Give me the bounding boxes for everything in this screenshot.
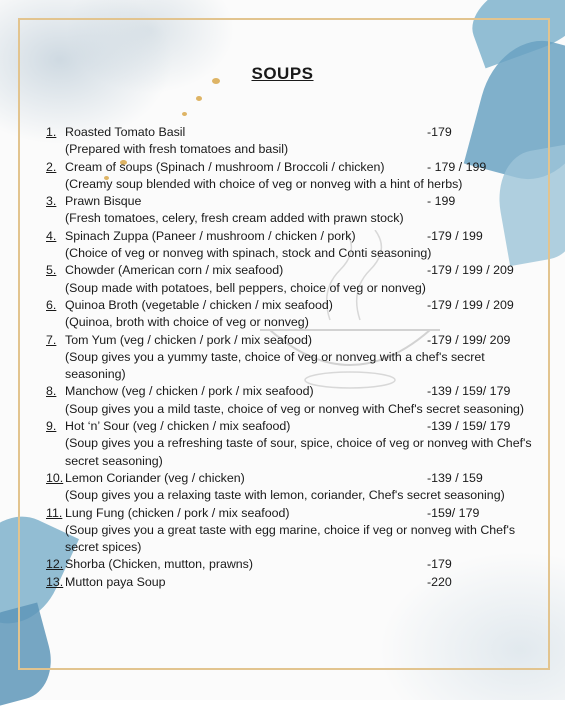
menu-item-line xyxy=(46,297,546,314)
item-price: - 199 xyxy=(427,194,456,209)
item-price: -159/ 179 xyxy=(427,505,480,520)
menu-item-line xyxy=(46,383,546,400)
item-number: 13. xyxy=(46,574,64,589)
item-price: -139 / 159/ 179 xyxy=(427,384,511,399)
menu-item-line xyxy=(46,418,546,435)
menu-item xyxy=(46,193,546,228)
menu-item-line xyxy=(46,228,546,245)
item-description: (Soup gives you a yummy taste, choice of veg or nonveg with a chef's secret seasoning) xyxy=(65,349,485,382)
item-number: 11. xyxy=(46,505,63,520)
item-description: (Soup gives you a relaxing taste with lemon, coriander, Chef's secret seasoning) xyxy=(65,488,505,503)
item-number: 8. xyxy=(46,384,57,399)
item-name: Spinach Zuppa (Paneer / mushroom / chicken / pork) xyxy=(65,228,356,243)
menu-item-line xyxy=(46,159,546,176)
menu-item-line xyxy=(46,574,546,591)
item-name: Lemon Coriander (veg / chicken) xyxy=(65,470,245,485)
item-name: Quinoa Broth (vegetable / chicken / mix seafood) xyxy=(65,297,333,312)
item-description: (Soup gives you a refreshing taste of sour, spice, choice of veg or nonveg with Chef's secret seasoning) xyxy=(65,436,532,468)
menu-item xyxy=(46,470,546,505)
item-description: (Soup made with potatoes, bell peppers, choice of veg or nonveg) xyxy=(65,280,426,295)
item-price: -179 / 199 / 209 xyxy=(427,263,514,278)
item-name: Lung Fung (chicken / pork / mix seafood) xyxy=(65,505,290,520)
page-title: SOUPS xyxy=(251,64,314,83)
item-price: -220 xyxy=(427,574,452,589)
item-price: -179 / 199/ 209 xyxy=(427,332,511,347)
menu-item xyxy=(46,228,546,263)
item-price: - 179 / 199 xyxy=(427,159,487,174)
item-description: (Soup gives you a mild taste, choice of veg or nonveg with Chef's secret seasoning) xyxy=(65,401,524,416)
item-number: 4. xyxy=(46,228,57,243)
item-number: 6. xyxy=(46,297,57,312)
item-name: Chowder (American corn / mix seafood) xyxy=(65,263,284,278)
item-number: 2. xyxy=(46,159,57,174)
menu-item-line xyxy=(46,556,546,573)
menu-item-line xyxy=(46,505,546,522)
menu-item xyxy=(46,124,546,159)
item-name: Prawn Bisque xyxy=(65,194,142,209)
menu-item-line xyxy=(46,262,546,279)
item-name: Mutton paya Soup xyxy=(65,574,166,589)
item-name: Roasted Tomato Basil xyxy=(65,125,186,139)
item-number: 5. xyxy=(46,263,57,278)
item-number: 3. xyxy=(46,194,57,209)
item-number: 7. xyxy=(46,332,57,347)
menu-item xyxy=(46,159,546,194)
menu-item xyxy=(46,262,546,297)
menu-item-line xyxy=(46,193,546,210)
menu-item-line xyxy=(46,332,546,349)
item-description: (Soup gives you a great taste with egg marine, choice if veg or nonveg with Chef's secret spices) xyxy=(65,522,516,555)
menu-item xyxy=(46,418,546,470)
item-number: 10. xyxy=(46,470,64,485)
menu-item xyxy=(46,383,546,418)
item-price: -179 / 199 xyxy=(427,228,483,243)
item-name: Tom Yum (veg / chicken / pork / mix seafood) xyxy=(65,332,312,347)
item-number: 12. xyxy=(46,557,64,572)
item-number: 9. xyxy=(46,419,57,434)
item-description: (Prepared with fresh tomatoes and basil) xyxy=(65,142,289,157)
item-description: (Fresh tomatoes, celery, fresh cream added with prawn stock) xyxy=(65,211,404,226)
item-number: 1. xyxy=(46,125,57,139)
item-name: Cream of soups (Spinach / mushroom / Broccoli / chicken) xyxy=(65,159,385,174)
item-price: -179 xyxy=(427,125,452,139)
menu-item xyxy=(46,505,546,557)
menu-item xyxy=(46,556,546,573)
item-price: -179 xyxy=(427,557,452,572)
menu-item xyxy=(46,574,546,591)
menu-item-line xyxy=(46,124,546,141)
item-name: Manchow (veg / chicken / pork / mix seafood) xyxy=(65,384,314,399)
menu-item-line xyxy=(46,470,546,487)
item-name: Shorba (Chicken, mutton, prawns) xyxy=(65,557,254,572)
item-description: (Quinoa, broth with choice of veg or nonveg) xyxy=(65,315,309,330)
item-description: (Creamy soup blended with choice of veg or nonveg with a hint of herbs) xyxy=(65,176,463,191)
item-price: -179 / 199 / 209 xyxy=(427,297,514,312)
menu-item xyxy=(46,297,546,332)
menu-item xyxy=(46,332,546,384)
item-price: -139 / 159/ 179 xyxy=(427,419,511,434)
item-name: Hot ‘n’ Sour (veg / chicken / mix seafood) xyxy=(65,419,291,434)
item-description: (Choice of veg or nonveg with spinach, stock and Conti seasoning) xyxy=(65,246,432,261)
item-price: -139 / 159 xyxy=(427,470,483,485)
menu-list xyxy=(46,124,546,591)
